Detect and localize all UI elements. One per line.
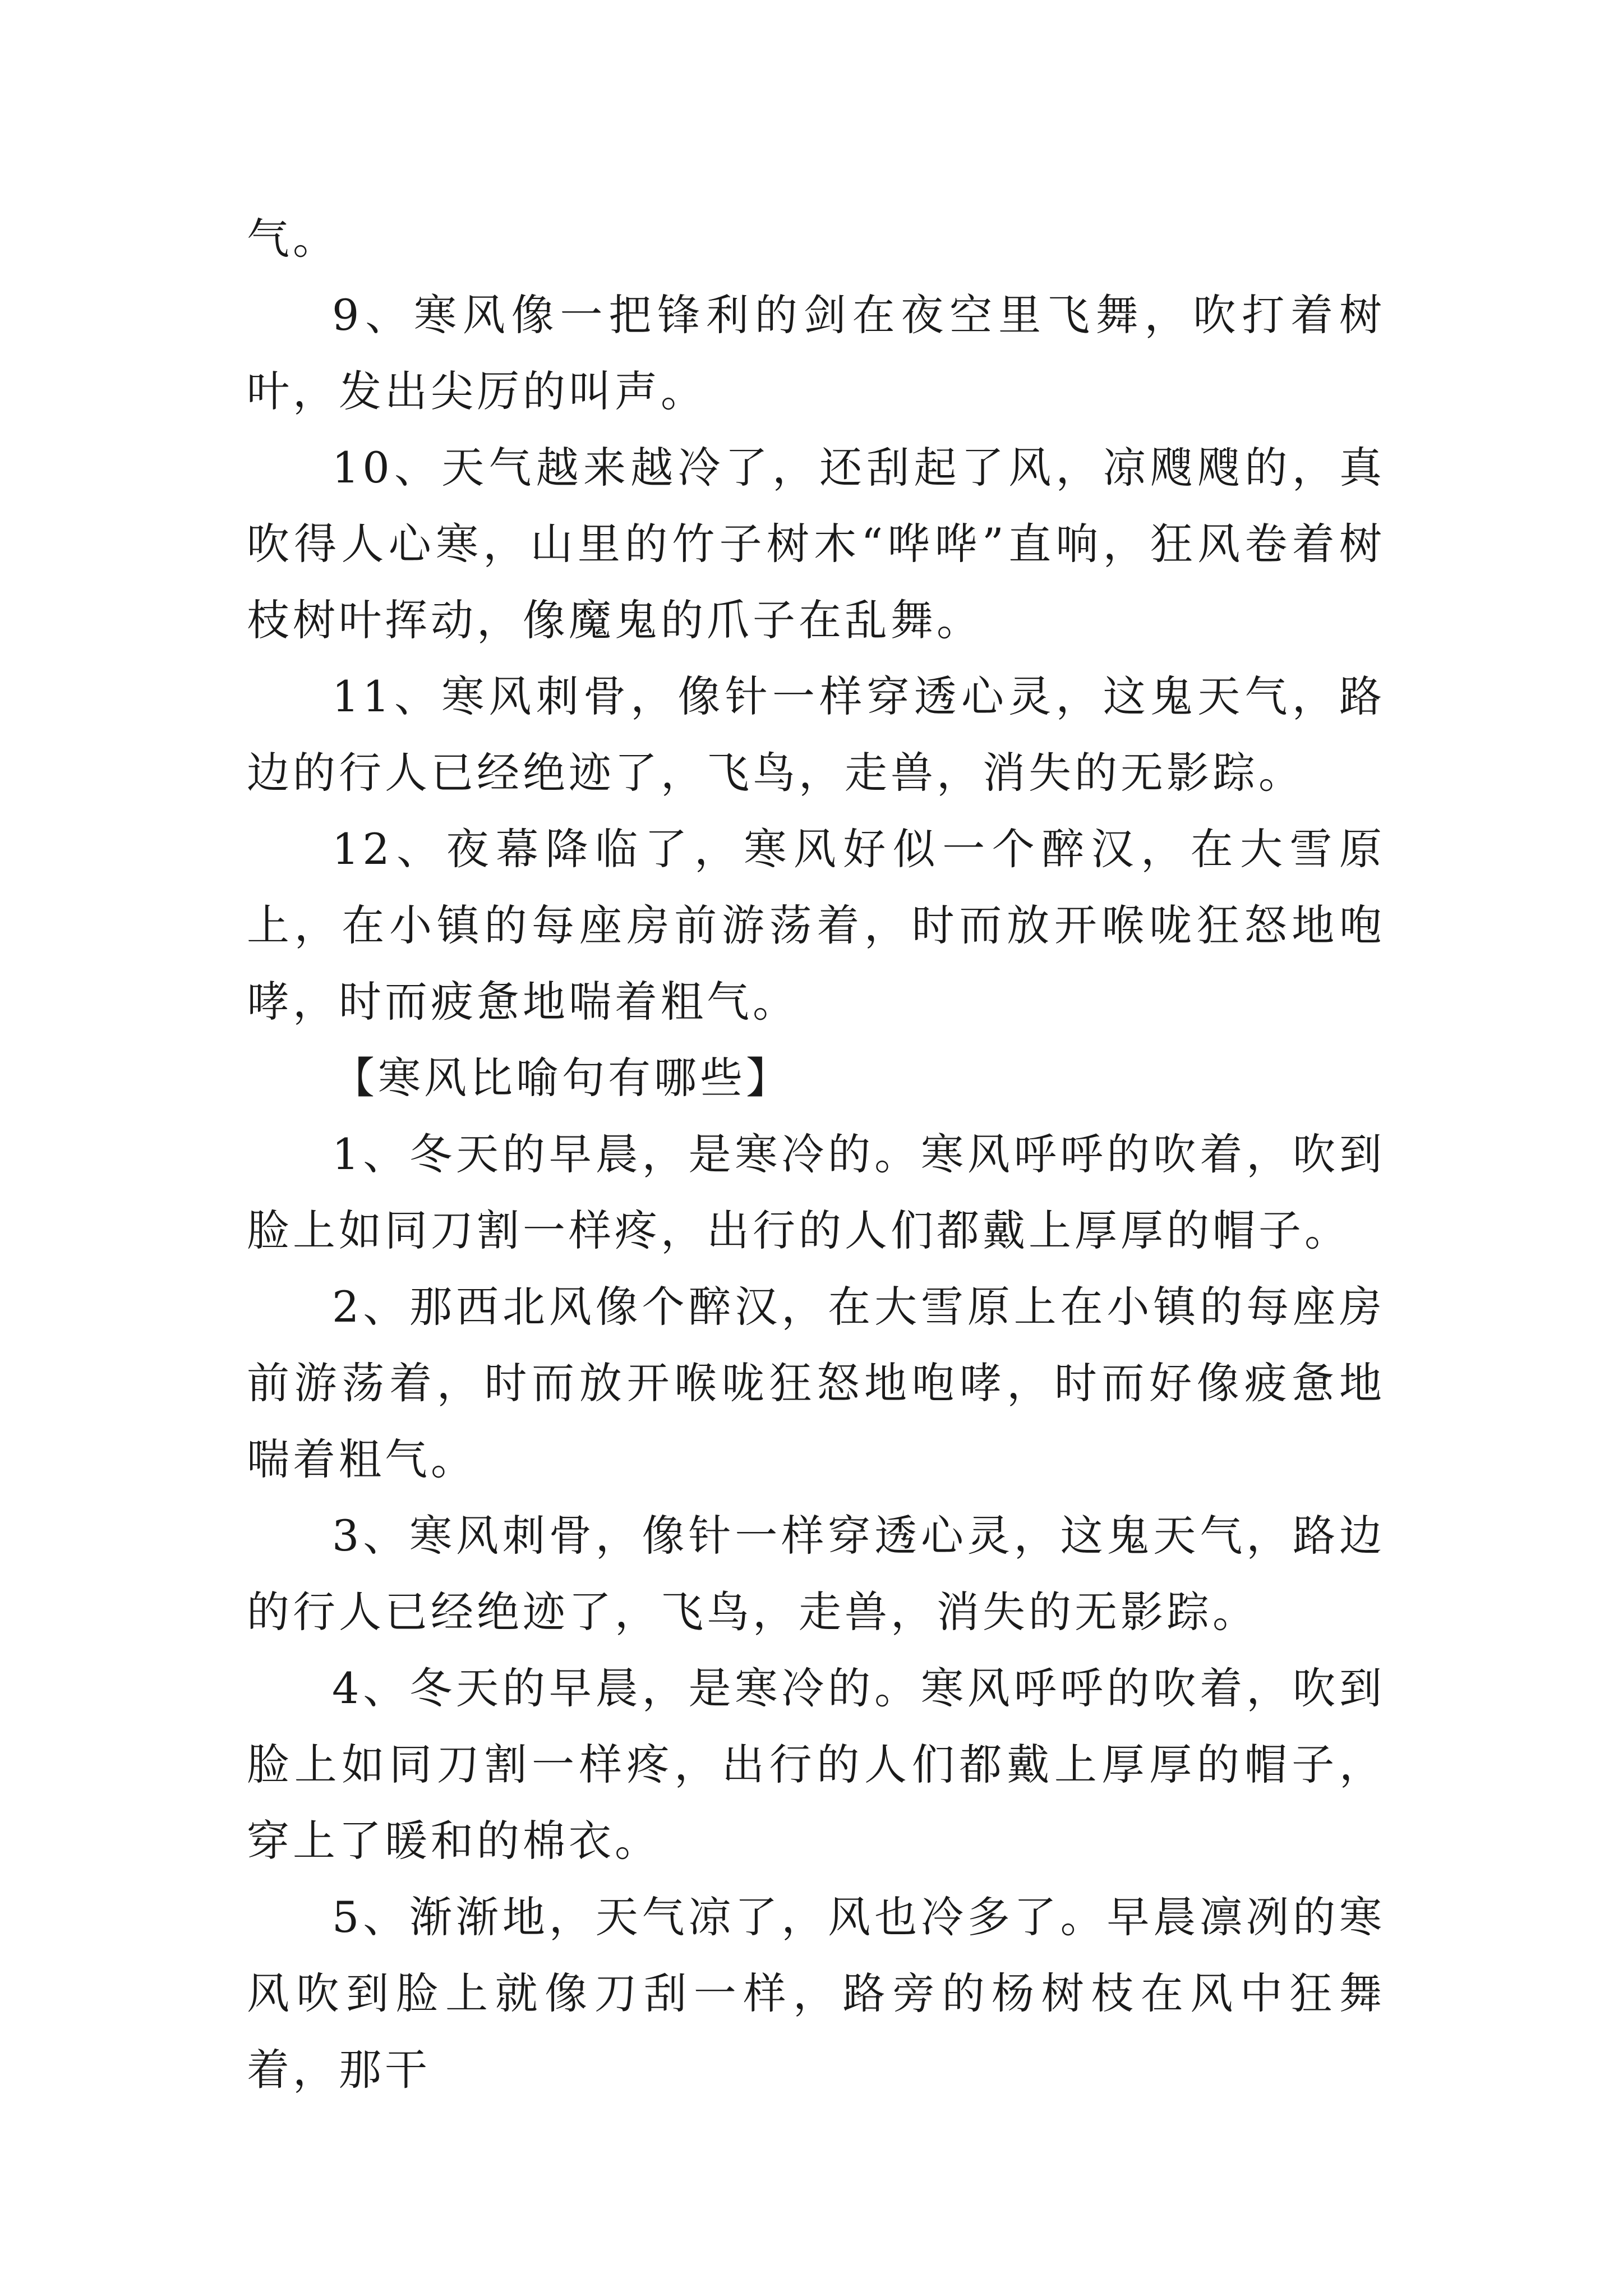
- section-paragraph-5: 5、渐渐地，天气凉了，风也冷多了。早晨凛冽的寒风吹到脸上就像刀刮一样，路旁的杨树枝在风中狂舞着，那干: [247, 1892, 1385, 2095]
- section-paragraph-1: 1、冬天的早晨，是寒冷的。寒风呼呼的吹着，吹到脸上如同刀割一样疼，出行的人们都戴上厚厚的帽子。: [247, 1129, 1385, 1255]
- document-body: [247, 201, 1385, 2108]
- paragraph-continuation: 气。: [247, 214, 339, 264]
- section-paragraph-4: 4、冬天的早晨，是寒冷的。寒风呼呼的吹着，吹到脸上如同刀割一样疼，出行的人们都戴上厚厚的帽子，穿上了暖和的棉衣。: [247, 1663, 1385, 1866]
- paragraph-item-9: 9、寒风像一把锋利的剑在夜空里飞舞，吹打着树叶，发出尖厉的叫声。: [247, 290, 1385, 416]
- paragraph-item-11: 11、寒风刺骨，像针一样穿透心灵，这鬼天气，路边的行人已经绝迹了，飞鸟，走兽，消失的无影踪。: [247, 671, 1385, 798]
- section-paragraph-3: 3、寒风刺骨，像针一样穿透心灵，这鬼天气，路边的行人已经绝迹了，飞鸟，走兽，消失的无影踪。: [247, 1511, 1385, 1637]
- paragraph-item-10: 10、天气越来越冷了，还刮起了风，凉飕飕的，真吹得人心寒，山里的竹子树木“哗哗”直响，狂风卷着树枝树叶挥动，像魔鬼的爪子在乱舞。: [247, 443, 1385, 645]
- section-paragraph-2: 2、那西北风像个醉汉，在大雪原上在小镇的每座房前游荡着，时而放开喉咙狂怒地咆哮，时而好像疲惫地喘着粗气。: [247, 1282, 1385, 1484]
- paragraph-item-12: 12、夜幕降临了，寒风好似一个醉汉，在大雪原上，在小镇的每座房前游荡着，时而放开喉咙狂怒地咆哮，时而疲惫地喘着粗气。: [247, 824, 1385, 1027]
- section-heading: 【寒风比喻句有哪些】: [332, 1053, 792, 1103]
